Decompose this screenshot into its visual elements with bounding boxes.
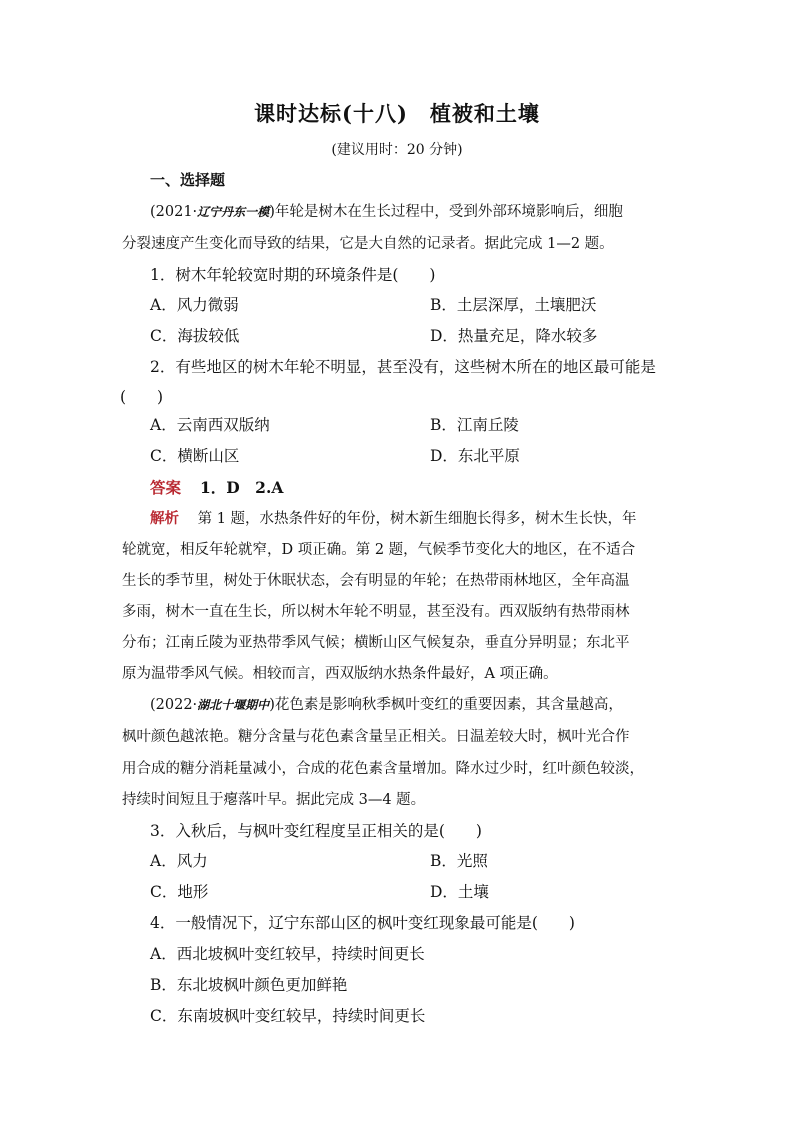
q4-option-a: A．西北坡枫叶变红较早，持续时间更长 <box>150 945 425 963</box>
q1-option-c: C．海拔较低 <box>150 327 240 345</box>
analysis-line5: 分布；江南丘陵为亚热带季风气候；横断山区气候复杂，垂直分异明显；东北平 <box>122 635 630 651</box>
suggested-time: (建议用时：20 分钟) <box>331 142 463 158</box>
q2-option-c: C．横断山区 <box>150 447 240 465</box>
group1-intro-line1 <box>150 202 623 222</box>
group1-year: (2021· <box>150 204 198 220</box>
section-heading: 一、选择题 <box>150 171 226 189</box>
q2-option-b: B．江南丘陵 <box>430 416 519 434</box>
group2-intro-line4: 持续时间短且于瘪落叶早。据此完成 3—4 题。 <box>122 792 426 808</box>
question-2-stem-line2: ( ) <box>120 388 164 406</box>
question-3-stem: 3．入秋后，与枫叶变红程度呈正相关的是( ) <box>150 822 482 840</box>
analysis-line1 <box>150 509 637 529</box>
analysis-line6: 原为温带季风气候。相较而言，西双版纳水热条件最好，A 项正确。 <box>122 666 558 682</box>
group1-source: 辽宁丹东一模 <box>197 205 270 219</box>
q2-option-a: A．云南西双版纳 <box>150 416 270 434</box>
q4-option-b: B．东北坡枫叶颜色更加鲜艳 <box>150 976 348 994</box>
analysis-text-1: 第 1 题，水热条件好的年份，树木新生细胞长得多，树木生长快，年 <box>197 511 637 527</box>
q1-option-b: B．土层深厚，土壤肥沃 <box>430 296 597 314</box>
analysis-label: 解析 <box>150 510 179 527</box>
group2-year: (2022· <box>150 697 198 713</box>
q3-option-a: A．风力 <box>150 852 208 870</box>
q3-option-c: C．地形 <box>150 883 209 901</box>
group2-intro-text: )花色素是影响秋季枫叶变红的重要因素，其含量越高， <box>269 697 623 713</box>
answer-text: 1．D 2.A <box>199 478 284 497</box>
question-2-stem-line1: 2．有些地区的树木年轮不明显，甚至没有，这些树木所在的地区最可能是 <box>150 358 656 376</box>
q3-option-d: D．土壤 <box>430 883 489 901</box>
q2-option-d: D．东北平原 <box>430 447 520 465</box>
analysis-line3: 生长的季节里，树处于休眠状态，会有明显的年轮；在热带雨林地区，全年高温 <box>122 573 630 589</box>
group2-intro-line1 <box>150 695 623 715</box>
group1-intro-line2: 分裂速度产生变化而导致的结果，它是大自然的记录者。据此完成 1—2 题。 <box>122 236 614 252</box>
q3-option-b: B．光照 <box>430 852 488 870</box>
group2-source: 湖北十堰期中 <box>197 698 270 712</box>
q1-option-a: A．风力微弱 <box>150 296 239 314</box>
group1-intro-text: )年轮是树木在生长过程中，受到外部环境影响后，细胞 <box>269 204 623 220</box>
analysis-line4: 多雨，树木一直在生长，所以树木年轮不明显，甚至没有。西双版纳有热带雨林 <box>122 604 630 620</box>
analysis-line2: 轮就宽，相反年轮就窄，D 项正确。第 2 题，气候季节变化大的地区，在不适合 <box>122 542 636 558</box>
page-title: 课时达标(十八) 植被和土壤 <box>254 101 540 126</box>
answer-line <box>150 478 283 498</box>
question-1-stem: 1．树木年轮较宽时期的环境条件是( ) <box>150 266 436 284</box>
group2-intro-line3: 用合成的糖分消耗量减小，合成的花色素含量增加。降水过少时，红叶颜色较淡， <box>122 761 644 777</box>
q4-option-c: C．东南坡枫叶变红较早，持续时间更长 <box>150 1007 426 1025</box>
question-4-stem: 4．一般情况下，辽宁东部山区的枫叶变红现象最可能是( ) <box>150 914 575 932</box>
q1-option-d: D．热量充足，降水较多 <box>430 327 598 345</box>
answer-label: 答案 <box>150 478 182 497</box>
group2-intro-line2: 枫叶颜色越浓艳。糖分含量与花色素含量呈正相关。日温差较大时，枫叶光合作 <box>122 729 630 745</box>
